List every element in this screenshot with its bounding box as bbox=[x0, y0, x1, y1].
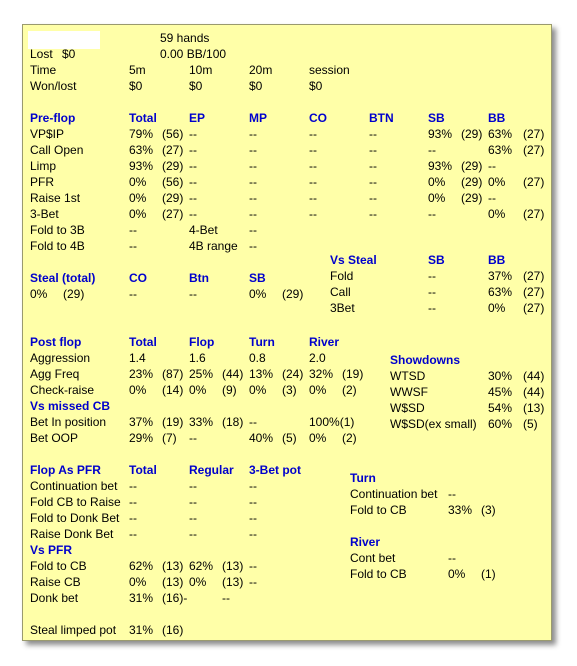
flop-pfr-cell: -- bbox=[249, 495, 257, 509]
missed-cb-cell: (18) bbox=[222, 415, 244, 429]
flop-pfr-header: Flop As PFR bbox=[30, 463, 101, 477]
preflop-cell: (29) bbox=[461, 159, 483, 173]
vs-steal-col-bb: BB bbox=[488, 253, 506, 267]
showdown-n: (13) bbox=[523, 401, 545, 415]
vs-pfr-cell: (13) bbox=[162, 575, 184, 589]
vs-steal-bb: 0% bbox=[488, 301, 506, 315]
missed-cb-cell: (5) bbox=[282, 431, 297, 445]
vs-pfr-cell: -- bbox=[249, 559, 257, 573]
postflop-col-flop: Flop bbox=[189, 335, 215, 349]
preflop-cell: (29) bbox=[461, 127, 483, 141]
river-row-value: 0% bbox=[448, 567, 466, 581]
steal-col-sb: SB bbox=[249, 271, 266, 285]
turn-row-label: Continuation bet bbox=[350, 487, 438, 501]
lost-label: Lost bbox=[30, 47, 53, 61]
steal-col-co: CO bbox=[129, 271, 147, 285]
river-row-label: Fold to CB bbox=[350, 567, 407, 581]
postflop-cell: 0% bbox=[249, 383, 267, 397]
four-bet-range-label: 4B range bbox=[189, 239, 238, 253]
postflop-cell: 13% bbox=[249, 367, 274, 381]
preflop-cell: (56) bbox=[162, 175, 184, 189]
vs-steal-row-label: 3Bet bbox=[330, 301, 355, 315]
preflop-col-bb: BB bbox=[488, 111, 506, 125]
preflop-cell: -- bbox=[189, 159, 197, 173]
vs-pfr-row-label: Fold to CB bbox=[30, 559, 87, 573]
missed-cb-cell: (7) bbox=[162, 431, 177, 445]
preflop-col-co: CO bbox=[309, 111, 327, 125]
showdown-n: (5) bbox=[523, 417, 538, 431]
vs-pfr-cell: -- bbox=[222, 591, 230, 605]
vs-pfr-row-label: Raise CB bbox=[30, 575, 81, 589]
flop-pfr-col-total: Total bbox=[129, 463, 157, 477]
time-label: Time bbox=[30, 63, 57, 77]
vs-steal-bb-n: (27) bbox=[523, 285, 545, 299]
preflop-cell: -- bbox=[488, 159, 496, 173]
preflop-cell: -- bbox=[369, 127, 377, 141]
flop-pfr-cell: -- bbox=[129, 479, 137, 493]
missed-cb-cell: 29% bbox=[129, 431, 154, 445]
postflop-cell: 2.0 bbox=[309, 351, 326, 365]
preflop-cell: -- bbox=[249, 207, 257, 221]
time-col-20m: 20m bbox=[249, 63, 273, 77]
fold-to-4b-label: Fold to 4B bbox=[30, 239, 85, 253]
flop-pfr-col-3bet: 3-Bet pot bbox=[249, 463, 301, 477]
preflop-cell: (29) bbox=[461, 175, 483, 189]
preflop-cell: -- bbox=[309, 159, 317, 173]
preflop-cell: -- bbox=[369, 143, 377, 157]
preflop-row-label: 3-Bet bbox=[30, 207, 59, 221]
flop-pfr-cell: -- bbox=[249, 527, 257, 541]
postflop-cell: (3) bbox=[282, 383, 297, 397]
postflop-cell: 0% bbox=[129, 383, 147, 397]
preflop-cell: (27) bbox=[523, 175, 545, 189]
vs-pfr-cell: (13) bbox=[162, 559, 184, 573]
preflop-cell: (29) bbox=[162, 191, 184, 205]
preflop-cell: -- bbox=[249, 143, 257, 157]
flop-pfr-cell: -- bbox=[249, 479, 257, 493]
preflop-cell: (29) bbox=[461, 191, 483, 205]
missed-cb-cell: 100%(1) bbox=[309, 415, 355, 429]
showdown-value: 60% bbox=[488, 417, 513, 431]
preflop-cell: (29) bbox=[162, 159, 184, 173]
vs-steal-row-label: Call bbox=[330, 285, 351, 299]
vs-steal-bb-n: (27) bbox=[523, 301, 545, 315]
missed-row-label: Bet In position bbox=[30, 415, 107, 429]
preflop-cell: -- bbox=[189, 191, 197, 205]
postflop-cell: 0% bbox=[189, 383, 207, 397]
steal-btn-value: -- bbox=[189, 287, 197, 301]
postflop-cell: (2) bbox=[342, 383, 357, 397]
preflop-row-label: VP$IP bbox=[30, 127, 65, 141]
vs-pfr-cell: 31% bbox=[129, 591, 154, 605]
preflop-cell: -- bbox=[309, 127, 317, 141]
preflop-cell: 93% bbox=[428, 159, 453, 173]
postflop-row-label: Check-raise bbox=[30, 383, 95, 397]
steal-limped-n: (16) bbox=[162, 623, 184, 637]
vs-pfr-row-label: Donk bet bbox=[30, 591, 79, 605]
vs-pfr-cell: (13) bbox=[222, 559, 244, 573]
preflop-cell: -- bbox=[428, 143, 436, 157]
missed-cb-cell: -- bbox=[189, 431, 197, 445]
steal-sb-value: 0% bbox=[249, 287, 267, 301]
time-col-session: session bbox=[309, 63, 350, 77]
preflop-cell: 93% bbox=[129, 159, 154, 173]
preflop-cell: 0% bbox=[428, 191, 446, 205]
preflop-cell: -- bbox=[249, 175, 257, 189]
postflop-cell: 0% bbox=[309, 383, 327, 397]
preflop-cell: 0% bbox=[488, 207, 506, 221]
preflop-cell: 63% bbox=[488, 127, 513, 141]
preflop-cell: -- bbox=[309, 175, 317, 189]
postflop-cell: 1.6 bbox=[189, 351, 206, 365]
vs-steal-bb-n: (27) bbox=[523, 269, 545, 283]
vs-pfr-cell: 62% bbox=[129, 559, 154, 573]
missed-row-label: Bet OOP bbox=[30, 431, 79, 445]
preflop-cell: -- bbox=[249, 159, 257, 173]
preflop-cell: -- bbox=[249, 127, 257, 141]
turn-row-value: 33% bbox=[448, 503, 473, 517]
postflop-col-total: Total bbox=[129, 335, 157, 349]
preflop-col-btn: BTN bbox=[369, 111, 394, 125]
wonlost-20m: $0 bbox=[249, 79, 263, 93]
preflop-cell: -- bbox=[369, 207, 377, 221]
preflop-cell: 93% bbox=[428, 127, 453, 141]
vs-steal-col-sb: SB bbox=[428, 253, 445, 267]
turn-row-n: (3) bbox=[481, 503, 496, 517]
showdown-label: WWSF bbox=[390, 385, 428, 399]
postflop-cell: 25% bbox=[189, 367, 214, 381]
turn-row-label: Fold to CB bbox=[350, 503, 407, 517]
river-row-value: -- bbox=[448, 551, 456, 565]
preflop-row-label: Raise 1st bbox=[30, 191, 81, 205]
river-row-label: Cont bet bbox=[350, 551, 396, 565]
preflop-col-ep: EP bbox=[189, 111, 206, 125]
postflop-cell: (24) bbox=[282, 367, 304, 381]
preflop-cell: 79% bbox=[129, 127, 154, 141]
flop-pfr-row-label: Fold to Donk Bet bbox=[30, 511, 120, 525]
preflop-header: Pre-flop bbox=[30, 111, 76, 125]
postflop-cell: (9) bbox=[222, 383, 237, 397]
wonlost-5m: $0 bbox=[129, 79, 143, 93]
flop-pfr-row-label: Continuation bet bbox=[30, 479, 118, 493]
missed-cb-cell: -- bbox=[249, 415, 257, 429]
showdown-label: WTSD bbox=[390, 369, 426, 383]
missed-cb-cell: (2) bbox=[342, 431, 357, 445]
postflop-header: Post flop bbox=[30, 335, 82, 349]
missed-cb-cell: 0% bbox=[309, 431, 327, 445]
preflop-cell: (27) bbox=[162, 143, 184, 157]
four-bet-range-value: -- bbox=[249, 239, 257, 253]
lost-value: $0 bbox=[62, 47, 76, 61]
fold-to-3b-label: Fold to 3B bbox=[30, 223, 85, 237]
flop-pfr-col-regular: Regular bbox=[189, 463, 234, 477]
preflop-col-total: Total bbox=[129, 111, 157, 125]
vs-pfr-cell: -- bbox=[249, 575, 257, 589]
showdown-label: W$SD(ex small) bbox=[390, 417, 477, 431]
flop-pfr-cell: -- bbox=[129, 495, 137, 509]
preflop-cell: -- bbox=[309, 143, 317, 157]
flop-pfr-cell: -- bbox=[129, 511, 137, 525]
vs-pfr-cell: 62% bbox=[189, 559, 214, 573]
vs-steal-header: Vs Steal bbox=[330, 253, 377, 267]
turn-row-value: -- bbox=[448, 487, 456, 501]
wonlost-session: $0 bbox=[309, 79, 323, 93]
preflop-cell: -- bbox=[369, 175, 377, 189]
showdown-value: 45% bbox=[488, 385, 513, 399]
preflop-col-sb: SB bbox=[428, 111, 445, 125]
missed-cb-cell: 33% bbox=[189, 415, 214, 429]
showdowns-header: Showdowns bbox=[390, 353, 460, 367]
vs-steal-row-label: Fold bbox=[330, 269, 354, 283]
missed-cb-cell: (19) bbox=[162, 415, 184, 429]
showdown-n: (44) bbox=[523, 385, 545, 399]
missed-cb-cell: 37% bbox=[129, 415, 154, 429]
preflop-col-mp: MP bbox=[249, 111, 267, 125]
postflop-cell: 1.4 bbox=[129, 351, 146, 365]
preflop-cell: -- bbox=[369, 191, 377, 205]
showdown-value: 30% bbox=[488, 369, 513, 383]
hud-stats-panel bbox=[22, 24, 552, 641]
preflop-cell: 0% bbox=[428, 175, 446, 189]
postflop-cell: 32% bbox=[309, 367, 334, 381]
four-bet-label: 4-Bet bbox=[189, 223, 218, 237]
flop-pfr-row-label: Raise Donk Bet bbox=[30, 527, 114, 541]
preflop-cell: -- bbox=[189, 175, 197, 189]
postflop-cell: (87) bbox=[162, 367, 184, 381]
preflop-cell: -- bbox=[488, 191, 496, 205]
preflop-cell: 0% bbox=[488, 175, 506, 189]
showdown-value: 54% bbox=[488, 401, 513, 415]
postflop-row-label: Aggression bbox=[30, 351, 91, 365]
wonlost-label: Won/lost bbox=[30, 79, 77, 93]
preflop-cell: (27) bbox=[523, 143, 545, 157]
preflop-cell: 0% bbox=[129, 191, 147, 205]
wonlost-10m: $0 bbox=[189, 79, 203, 93]
postflop-cell: (44) bbox=[222, 367, 244, 381]
steal-limped-label: Steal limped pot bbox=[30, 623, 117, 637]
steal-co-value: -- bbox=[129, 287, 137, 301]
four-bet-value: -- bbox=[249, 223, 257, 237]
preflop-cell: (27) bbox=[523, 207, 545, 221]
flop-pfr-cell: -- bbox=[249, 511, 257, 525]
preflop-cell: (27) bbox=[162, 207, 184, 221]
steal-limped-value: 31% bbox=[129, 623, 154, 637]
steal-total-header: Steal (total) bbox=[30, 271, 96, 285]
preflop-cell: 0% bbox=[129, 175, 147, 189]
vs-steal-sb: -- bbox=[428, 269, 436, 283]
steal-sb-n: (29) bbox=[282, 287, 304, 301]
postflop-cell: (14) bbox=[162, 383, 184, 397]
missed-cb-cell: 40% bbox=[249, 431, 274, 445]
hands-count: 59 hands bbox=[160, 31, 210, 45]
postflop-col-turn: Turn bbox=[249, 335, 275, 349]
vs-missed-cb-header: Vs missed CB bbox=[30, 399, 111, 413]
time-col-10m: 10m bbox=[189, 63, 213, 77]
flop-pfr-cell: -- bbox=[189, 495, 197, 509]
flop-pfr-cell: -- bbox=[189, 479, 197, 493]
preflop-row-label: Limp bbox=[30, 159, 57, 173]
fold-to-3b-value: -- bbox=[129, 223, 137, 237]
preflop-cell: -- bbox=[249, 191, 257, 205]
preflop-cell: -- bbox=[189, 143, 197, 157]
showdown-n: (44) bbox=[523, 369, 545, 383]
postflop-col-river: River bbox=[309, 335, 340, 349]
vs-pfr-cell: 0% bbox=[189, 575, 207, 589]
preflop-cell: -- bbox=[189, 207, 197, 221]
vs-steal-bb: 37% bbox=[488, 269, 513, 283]
vs-pfr-cell: (13) bbox=[222, 575, 244, 589]
flop-pfr-row-label: Fold CB to Raise bbox=[30, 495, 121, 509]
preflop-cell: -- bbox=[189, 127, 197, 141]
preflop-cell: 63% bbox=[488, 143, 513, 157]
flop-pfr-cell: -- bbox=[129, 527, 137, 541]
vs-steal-sb: -- bbox=[428, 285, 436, 299]
preflop-cell: (27) bbox=[523, 127, 545, 141]
steal-total-n: (29) bbox=[63, 287, 85, 301]
vs-pfr-cell: (16)- bbox=[162, 591, 188, 605]
river-row-n: (1) bbox=[481, 567, 496, 581]
time-col-5m: 5m bbox=[129, 63, 146, 77]
vs-pfr-header: Vs PFR bbox=[30, 543, 73, 557]
preflop-row-label: Call Open bbox=[30, 143, 84, 157]
turn-header: Turn bbox=[350, 471, 376, 485]
preflop-row-label: PFR bbox=[30, 175, 54, 189]
preflop-cell: 63% bbox=[129, 143, 154, 157]
steal-col-btn: Btn bbox=[189, 271, 209, 285]
preflop-cell: -- bbox=[309, 207, 317, 221]
postflop-row-label: Agg Freq bbox=[30, 367, 80, 381]
flop-pfr-cell: -- bbox=[189, 511, 197, 525]
vs-pfr-cell: 0% bbox=[129, 575, 147, 589]
vs-steal-bb: 63% bbox=[488, 285, 513, 299]
vs-steal-sb: -- bbox=[428, 301, 436, 315]
postflop-cell: 23% bbox=[129, 367, 154, 381]
preflop-cell: -- bbox=[369, 159, 377, 173]
preflop-cell: -- bbox=[428, 207, 436, 221]
flop-pfr-cell: -- bbox=[189, 527, 197, 541]
postflop-cell: (19) bbox=[342, 367, 364, 381]
steal-total-value: 0% bbox=[30, 287, 48, 301]
postflop-cell: 0.8 bbox=[249, 351, 266, 365]
river-header: River bbox=[350, 535, 381, 549]
bb100-value: 0.00 BB/100 bbox=[160, 47, 227, 61]
fold-to-4b-value: -- bbox=[129, 239, 137, 253]
showdown-label: W$SD bbox=[390, 401, 425, 415]
preflop-cell: (56) bbox=[162, 127, 184, 141]
preflop-cell: 0% bbox=[129, 207, 147, 221]
preflop-cell: -- bbox=[309, 191, 317, 205]
